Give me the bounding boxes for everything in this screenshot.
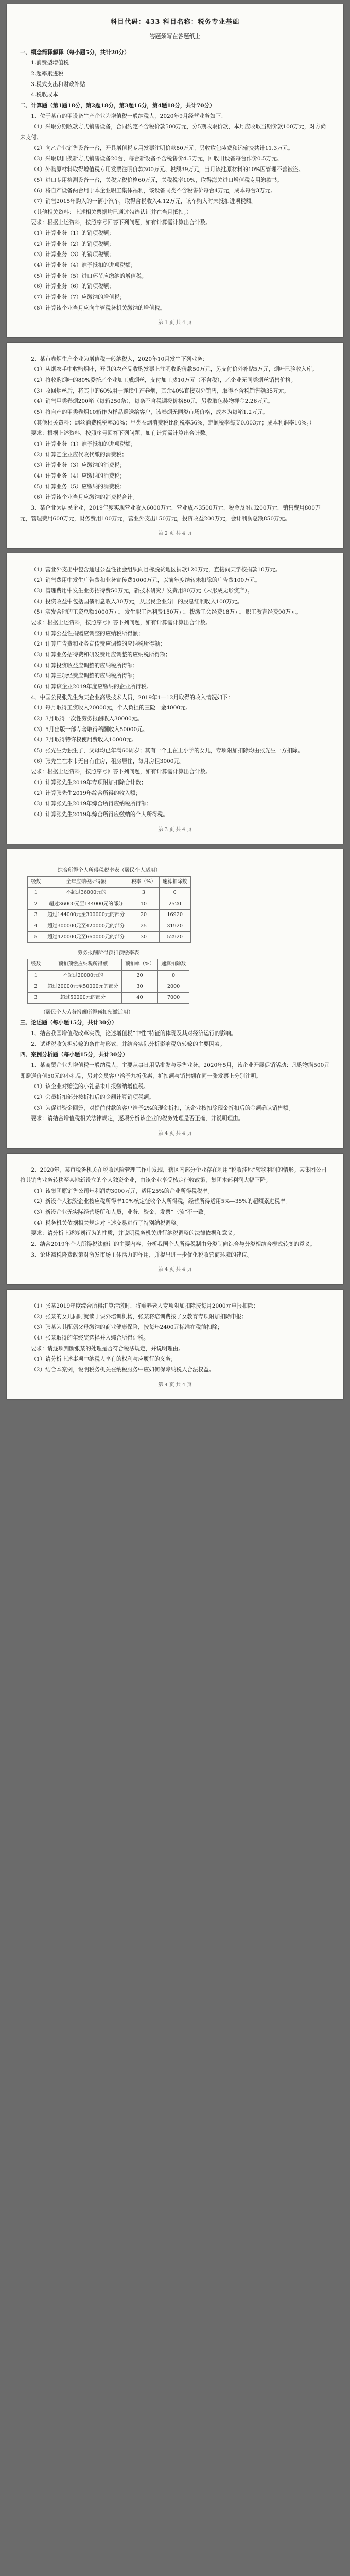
table-header-cell: 级数 [28, 959, 44, 970]
table-cell: 超过36000元至144000元的部分 [44, 899, 128, 909]
paragraph: （2）计算张先生2019年综合所得的收入额； [31, 790, 141, 796]
table-note: （居民个人劳务报酬所得预扣预缴适用） [41, 1009, 133, 1015]
table-cell: 超过420000元至660000元的部分 [44, 931, 128, 942]
table-cell: 52920 [159, 931, 190, 942]
page-2-body [20, 354, 330, 524]
paragraph: 4、中国公民张先生为某企业高级技术人员，2019年1—12月取得的收入情况如下： [31, 694, 234, 701]
table-cell: 超过300000元至420000元的部分 [44, 921, 128, 931]
paragraph: （4）计算投资收益应调整的应纳税所得额； [31, 662, 138, 669]
page-4-body [20, 1018, 330, 1124]
paragraph: （2）计算乙企业应代收代缴的消费税； [31, 451, 128, 458]
table-row [28, 910, 191, 921]
paragraph: （7）销售2015年购入的一辆小汽车，取得含税收入4.12万元，该车购入时未抵扣进项税额。 [31, 198, 257, 205]
paragraph: （5）张先生为独生子，父母均已年满60周岁；其有一个正在上小学的女儿，专项附加扣除均由张先生一方扣除。 [31, 747, 303, 754]
table-row [28, 970, 189, 981]
table-header-cell: 级数 [28, 877, 44, 888]
exam-header: 科目代码：433 科目名称：税务专业基础 [110, 18, 240, 25]
page-1-body [20, 47, 330, 313]
table-cell: 16920 [159, 910, 190, 921]
table-row [28, 981, 189, 992]
page-4-footer: 第 4 页 共 4 页 [158, 1130, 192, 1137]
paragraph: （1）该企业对赠送的小礼品未申报缴纳增值税。 [31, 1083, 149, 1090]
paragraph: （2）会员折扣部分按折扣后的金额计算销项税额。 [31, 1094, 154, 1101]
paragraph: 3、论述减税降费政策对激发市场主体活力的作用，并提出进一步优化税收营商环境的建议。 [31, 1251, 253, 1258]
paragraph: 1、某商贸企业为增值税一般纳税人，主要从事日用品批发与零售业务。2020年5月，该企业开展促销活动：凡购物满500元即赠送价值50元的小礼品，另对会员客户给予九折优惠，折扣额与销售额在同一张发票上分别注明。 [20, 1062, 329, 1079]
paragraph: （3）张某为其配偶父母缴纳的商业健康保险，按每年2400元标准在税前扣除； [31, 1324, 223, 1331]
paragraph: （其他相关资料：上述相关票据均已通过勾选认证并在当月抵扣。） [31, 209, 192, 215]
paragraph: 2、试述税收负担转嫁的条件与形式，并结合实际分析影响税负转嫁的主要因素。 [31, 1041, 225, 1047]
paragraph: 要求：根据上述资料，按照序号回答下列问题，如有计算需计算出合计数。 [31, 219, 211, 226]
paragraph: （4）销售甲类卷烟200箱（每箱250条），每条不含税调拨价格80元，另收取包装物押金2.26万元。 [31, 398, 274, 405]
paragraph: 2.超率累进税 [31, 71, 64, 77]
paragraph: （6）张先生在本市无自有住房，租房居住，每月房租3000元。 [31, 758, 185, 765]
table-header-cell: 速算扣除数 [158, 959, 189, 970]
paragraph: （3）为促进资金回笼，对提前付款的客户给予2%的现金折扣，该企业按扣除现金折扣后的金额确认销售额。 [31, 1105, 294, 1111]
paragraph: （1）营业外支出中包含通过公益性社会组织向目标脱贫地区捐款120万元，直接向某学校捐款10万元。 [31, 566, 281, 573]
paragraph: （4）投资收益中包括国债利息收入30万元，从居民企业分回的股息红利收入100万元。 [31, 598, 243, 605]
table-cell: 4 [28, 921, 44, 931]
paragraph: （1）计算业务（1）的销项税额； [31, 230, 114, 236]
page-6 [7, 1290, 343, 1399]
paragraph: 3、某企业为居民企业，2019年度实现营业收入6000万元，营业成本3500万元，税金及附加200万元，销售费用800万元，管理费用600万元，财务费用100万元，营业外支出150万元，投资收益200万元，会计利润总额850万元。 [20, 504, 321, 522]
table-header-cell: 全年应纳税所得额 [44, 877, 128, 888]
paragraph: （6）将自产设备两台用于本企业职工集体福利，该设备同类不含税售价每台4万元，成本每台3万元。 [31, 188, 276, 194]
table-cell: 1 [28, 888, 44, 899]
paragraph: （4）计算张先生2019年综合所得应缴纳的个人所得税。 [31, 811, 168, 818]
tax-rate-table-caption: 综合所得个人所得税税率表（居民个人适用） [57, 868, 161, 874]
paragraph: （1）该集团原销售公司年利润约3000万元，适用25%的企业所得税税率。 [31, 1188, 214, 1194]
table-cell: 31920 [159, 921, 190, 931]
page-5-footer: 第 4 页 共 4 页 [158, 1267, 192, 1273]
paragraph: （1）计算张先生2019年专项附加扣除合计数； [31, 779, 147, 786]
section-heading: 一、概念简释解释（每小题5分，共计20分） [20, 49, 130, 56]
paragraph: （5）进口专用检测设备一台，关税完税价格60万元，关税税率10%，取得海关进口增值税专用缴款书。 [31, 177, 283, 183]
paragraph: （4）计算业务（4）应缴纳的消费税； [31, 472, 126, 479]
tax-rate-table [27, 867, 191, 943]
paragraph: （5）计算业务（5）进口环节应缴纳的增值税； [31, 273, 147, 279]
paragraph: （2）结合本案例，说明税务机关在纳税服务中应如何保障纳税人合法权益。 [31, 1366, 215, 1373]
labor-rate-table-wrap [27, 949, 330, 1004]
table-row [28, 899, 191, 909]
paragraph: （4）外购原材料取得增值税专用发票注明价款300万元、税额39万元，当月该批原材料的10%因管理不善被盗。 [31, 166, 304, 173]
paragraph: （6）计算该企业2019年度应缴纳的企业所得税。 [31, 683, 152, 690]
paragraph: （6）计算该企业当月应缴纳的消费税合计。 [31, 494, 138, 501]
table-cell: 2 [28, 899, 44, 909]
table-cell: 超过144000元至300000元的部分 [44, 910, 128, 921]
page-3 [7, 553, 343, 844]
paragraph: （1）从烟农手中收购烟叶，开具的农产品收购发票上注明收购价款50万元，另支付价外补贴5万元，烟叶已验收入库。 [31, 366, 318, 373]
table-cell: 2000 [158, 981, 189, 992]
table-header-cell: 税率（%） [128, 877, 160, 888]
table-cell: 1 [28, 970, 44, 981]
paragraph: （2）将收购烟叶的80%委托乙企业加工成烟丝，支付加工费10万元（不含税），乙企业无同类烟丝销售价格。 [31, 377, 296, 384]
paragraph: （5）计算三项经费应调整的应纳税所得额； [31, 673, 138, 680]
paragraph: （1）采取分期收款方式销售设备，合同约定不含税价款500万元，分5期收取价款，本月应收取当期价款100万元，对方尚未支付。 [20, 124, 326, 141]
paragraph: （2）3月取得一次性劳务报酬收入30000元。 [31, 715, 143, 722]
paragraph: （3）计算张先生2019年综合所得应纳税所得额； [31, 801, 152, 807]
table-cell: 7000 [158, 992, 189, 1003]
table-cell: 0 [159, 888, 190, 899]
table-row [28, 992, 189, 1003]
exam-subtitle: 答题须写在答题纸上 [149, 33, 201, 40]
table-cell: 20 [121, 970, 157, 981]
page-tables [7, 849, 343, 1148]
tax-rate-table-header [28, 877, 191, 888]
paragraph: （2）计算业务（2）的销项税额； [31, 241, 114, 247]
paragraph: 1、位于某市的甲设备生产企业为增值税一般纳税人，2020年9月经营业务如下： [31, 113, 226, 120]
section-heading: 二、计算题（第1题18分，第2题18分，第3题16分，第4题18分，共计70分） [20, 103, 215, 109]
paragraph: （5）将自产的甲类卷烟10箱作为样品赠送给客户，该卷烟无同类市场价格，成本为每箱1.2万元。 [31, 409, 269, 416]
paragraph: （2）新设个人独资企业按应税所得率10%核定征收个人所得税，经营所得适用5%—35%的超额累进税率。 [31, 1198, 291, 1205]
page-3-footer: 第 3 页 共 4 页 [158, 826, 192, 833]
table-cell: 2520 [159, 899, 190, 909]
paragraph: （1）请分析上述事项中纳税人享有的权利与应履行的义务； [31, 1356, 177, 1363]
section-heading: 四、案例分析题（每小题15分，共计30分） [20, 1052, 128, 1058]
table-cell: 2 [28, 981, 44, 992]
table-row [28, 921, 191, 931]
paragraph: （5）计算业务（5）应缴纳的消费税； [31, 483, 126, 490]
paragraph: （2）向乙企业销售设备一台，开具增值税专用发票注明价款80万元，另收取包装费和运输费共计11.3万元。 [31, 145, 294, 151]
table-row [28, 931, 191, 942]
paragraph: （2）张某的女儿同时就读于课外培训机构，张某将培训费按子女教育专项附加扣除申报； [31, 1313, 248, 1320]
table-cell: 30 [128, 931, 160, 942]
paragraph: （8）计算该企业当月应向主管税务机关缴纳的增值税。 [31, 304, 166, 311]
paragraph: 要求：根据上述资料，按照序号回答下列问题，如有计算需计算出合计数。 [31, 430, 211, 437]
paragraph: （4）计算业务（4）准予抵扣的进项税额； [31, 262, 136, 268]
paragraph: 2、结合2019年个人所得税法修订的主要内容，分析我国个人所得税制由分类制向综合与分类相结合模式转变的意义。 [31, 1241, 316, 1248]
page-3-body [20, 565, 330, 820]
page-1-footer: 第 1 页 共 4 页 [158, 320, 192, 326]
paragraph: 4.税收成本 [31, 92, 58, 98]
table-cell: 3 [28, 992, 44, 1003]
paragraph: （3）计算业务招待费和研发费用应调整的应纳税所得额； [31, 652, 171, 658]
paragraph: 要求：请分析上述筹划行为的性质，并说明税务机关进行纳税调整的法律依据和意义。 [31, 1230, 238, 1237]
table-cell: 不超过20000元的 [44, 970, 122, 981]
paragraph: （5）实发合理的工资总额1000万元，发生职工福利费150万元，拨缴工会经费18万元，职工教育经费90万元。 [31, 609, 302, 616]
paragraph: （3）采取以旧换新方式销售设备20台，每台新设备不含税售价4.5万元，回收旧设备每台作价0.5万元。 [31, 156, 283, 162]
table-cell: 40 [121, 992, 157, 1003]
paragraph: （1）张某2019年度综合所得汇算清缴时，将赡养老人专项附加扣除按每月2000元申报扣除； [31, 1302, 259, 1309]
paragraph: （4）张某取得的年终奖选择并入综合所得计税。 [31, 1334, 149, 1341]
section-heading: 三、论述题（每小题15分，共计30分） [20, 1020, 117, 1026]
page-6-footer: 第 4 页 共 4 页 [158, 1382, 192, 1388]
paragraph: （3）收回烟丝后，将其中的60%用于连续生产卷烟，其余40%直接对外销售，取得不含税销售额35万元。 [31, 387, 289, 394]
paragraph: 1.消费型增值税 [31, 60, 69, 66]
paragraph: （3）计算业务（3）应缴纳的消费税； [31, 462, 126, 469]
paragraph: 2、某市卷烟生产企业为增值税一般纳税人，2020年10月发生下列业务： [31, 355, 208, 362]
paragraph: 要求：请逐项判断张某的处理是否符合税法规定，并说明理由。 [31, 1345, 184, 1352]
labor-rate-table-caption: 劳务报酬所得预扣预缴率表 [77, 950, 139, 956]
paragraph: （3）计算业务（3）的销项税额； [31, 251, 114, 258]
table-cell: 超过20000元至50000元的部分 [44, 981, 122, 992]
page-5-body [20, 1165, 330, 1261]
paragraph: 要求：根据上述资料，按照序号回答下列问题，如有计算需计算出合计数。 [31, 769, 211, 775]
paragraph: （3）5月出版一部专著取得稿酬收入50000元。 [31, 726, 148, 733]
paragraph: （1）计算公益性捐赠应调整的应纳税所得额； [31, 630, 144, 637]
paragraph: 1、结合我国增值税改革实践，论述增值税“中性”特征的体现及其对经济运行的影响。 [31, 1030, 237, 1037]
table-cell: 超过50000元的部分 [44, 992, 122, 1003]
paragraph: （6）计算业务（6）的销项税额； [31, 283, 114, 290]
paragraph: 要求：请结合增值税相关法律规定，逐项分析该企业的税务处理是否正确，并说明理由。 [31, 1115, 244, 1122]
paragraph: （7）计算业务（7）应缴纳的增值税； [31, 294, 126, 300]
page-5 [7, 1154, 343, 1284]
labor-rate-table-header [28, 959, 189, 970]
paragraph: （3）管理费用中发生业务招待费50万元，新技术研究开发费用80万元（未形成无形资产）。 [31, 588, 253, 595]
table-row [28, 888, 191, 899]
table-cell: 25 [128, 921, 160, 931]
paragraph: （1）每月取得工资收入20000元，个人负担的三险一金4000元。 [31, 705, 191, 711]
paragraph: （2）计算广告费和业务宣传费应调整的应纳税所得额； [31, 641, 166, 648]
paragraph: （1）计算业务（1）准予抵扣的进项税额； [31, 440, 136, 447]
paragraph: 要求：根据上述资料，按照序号回答下列问题，如有计算需计算出合计数。 [31, 620, 211, 626]
table-header-cell: 速算扣除数 [159, 877, 190, 888]
page-2 [7, 343, 343, 548]
table-header-cell: 预扣率（%） [121, 959, 157, 970]
table-cell: 0 [158, 970, 189, 981]
labor-rate-table [27, 949, 189, 1004]
paragraph: （3）新设企业无实际经营场所和人员，业务、资金、发票“三流”不一致。 [31, 1209, 209, 1216]
paragraph: （4）7月取得特许权使用费收入10000元。 [31, 737, 137, 743]
page-6-body [20, 1301, 330, 1376]
table-cell: 不超过36000元的 [44, 888, 128, 899]
page-1 [7, 4, 343, 337]
paragraph: （4）税务机关依据相关规定对上述交易进行了特别纳税调整。 [31, 1219, 182, 1226]
table-cell: 3 [28, 910, 44, 921]
table-cell: 10 [128, 899, 160, 909]
page-2-footer: 第 2 页 共 4 页 [158, 531, 192, 537]
table-cell: 30 [121, 981, 157, 992]
paragraph: 2、2020年，某市税务机关在税收风险管理工作中发现，辖区内部分企业存在利用“税收洼地”转移利润的情形。某集团公司将其销售业务转移至某地新设立的个人独资企业，由该企业享受核定征收政策，集团本部利润大幅下降。 [20, 1166, 327, 1184]
paragraph: （2）销售费用中发生广告费和业务宣传费1000万元，以前年度结转未扣除的广告费100万元。 [31, 577, 261, 584]
table-cell: 20 [128, 910, 160, 921]
tax-rate-table-wrap [27, 867, 330, 943]
paragraph: 3.税式支出和财政补贴 [31, 81, 85, 88]
paragraph: （其他相关资料：烟丝消费税税率30%；甲类卷烟消费税比例税率56%，定额税率每支0.003元；成本利润率10%。） [31, 419, 315, 426]
table-header-cell: 预扣预缴应纳税所得额 [44, 959, 122, 970]
table-cell: 3 [128, 888, 160, 899]
table-cell: 5 [28, 931, 44, 942]
